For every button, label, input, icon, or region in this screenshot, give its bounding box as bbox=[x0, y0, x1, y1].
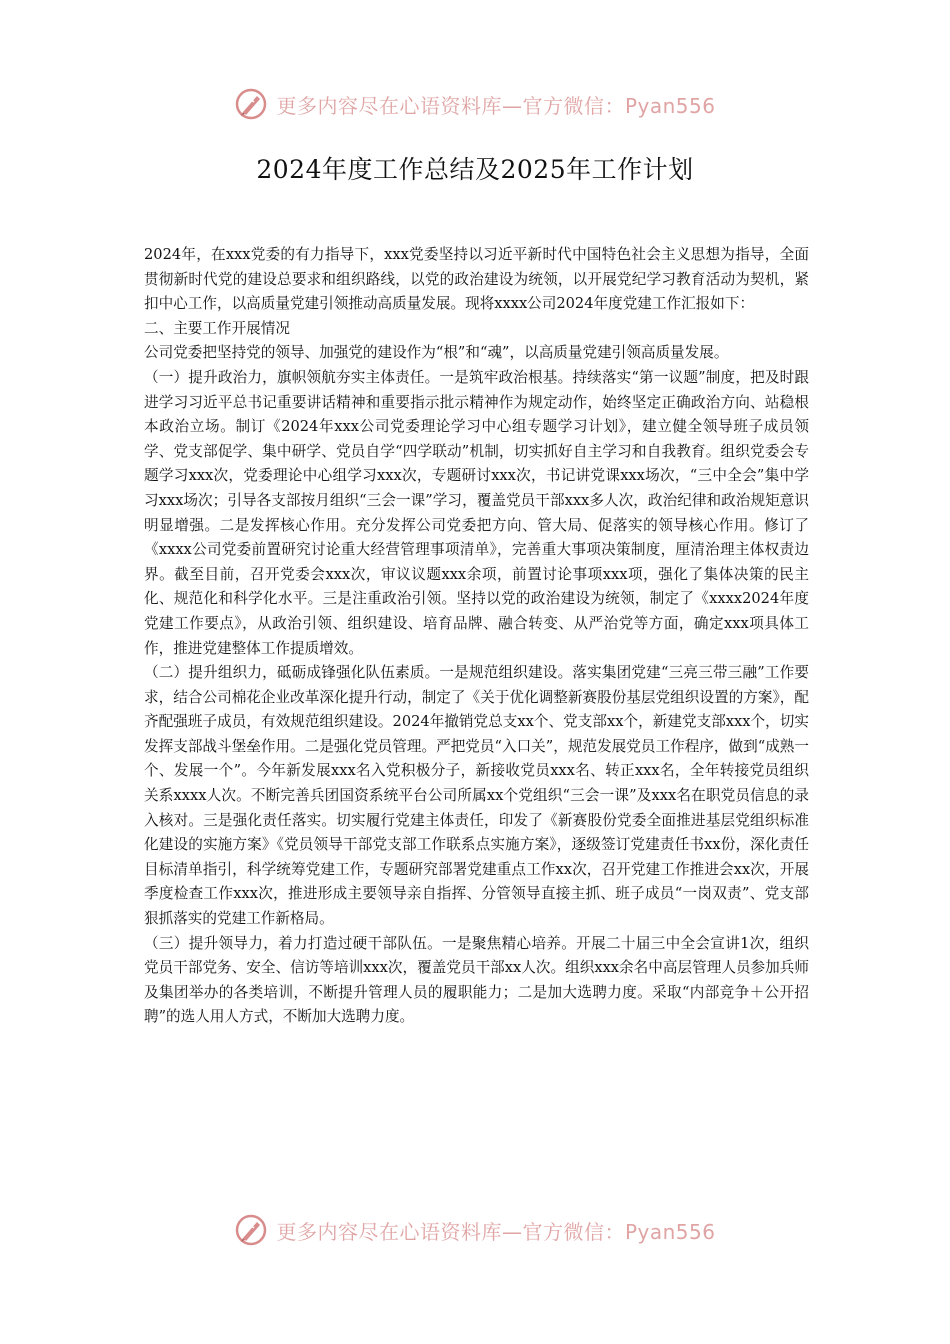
pen-logo-icon bbox=[234, 1213, 268, 1247]
document-title: 2024年度工作总结及2025年工作计划 bbox=[256, 155, 694, 184]
watermark-text: 更多内容尽在心语资料库—官方微信：Pyan556 bbox=[276, 93, 716, 118]
document-body bbox=[144, 243, 809, 1030]
paragraph-political: （一）提升政治力，旗帜领航夯实主体责任。一是筑牢政治根基。持续落实“第一议题”制度，把及时跟进学习习近平总书记重要讲话精神和重要指示批示精神作为规定动作，始终坚定正确政治方向、站稳根本政治立场。制订《2024年xxx公司党委理论学习中心组专题学习计划》，建立健全领导班子成员领学、党支部促学、集中研学、党员自学“四学联动”机制，切实抓好自主学习和自我教育。组织党委会专题学习xxx次，党委理论中心组学习xxx次，专题研讨xxx次，书记讲党课xxx场次，“三中全会”集中学习xxx场次；引导各支部按月组织“三会一课”学习，覆盖党员干部xxx多人次，政治纪律和政治规矩意识明显增强。二是发挥核心作用。充分发挥公司党委把方向、管大局、促落实的领导核心作用。修订了《xxxx公司党委前置研究讨论重大经营管理事项清单》，完善重大事项决策制度，厘清治理主体权责边界。截至目前，召开党委会xxx次，审议议题xxx余项，前置讨论事项xxx项，强化了集体决策的民主化、规范化和科学化水平。三是注重政治引领。坚持以党的政治建设为统领，制定了《xxxx2024年度党建工作要点》，从政治引领、组织建设、培育品牌、融合转变、从严治党等方面，确定xxx项具体工作，推进党建整体工作提质增效。 bbox=[144, 368, 809, 657]
pen-logo-icon bbox=[234, 87, 268, 121]
section-heading: 二、主要工作开展情况 bbox=[144, 319, 290, 337]
paragraph-organization: （二）提升组织力，砥砺成锋强化队伍素质。一是规范组织建设。落实集团党建“三亮三带三融”工作要求，结合公司棉花企业改革深化提升行动，制定了《关于优化调整新赛股份基层党组织设置的方案》，配齐配强班子成员，有效规范组织建设。2024年撤销党总支xx个、党支部xx个，新建党支部xxx个，切实发挥支部战斗堡垒作用。二是强化党员管理。严把党员“入口关”，规范发展党员工作程序，做到“成熟一个、发展一个”。今年新发展xxx名入党积极分子，新接收党员xxx名、转正xxx名，全年转接党员组织关系xxxx人次。不断完善兵团国资系统平台公司所属xx个党组织“三会一课”及xxx名在职党员信息的录入核对。三是强化责任落实。切实履行党建主体责任，印发了《新赛股份党委全面推进基层党组织标准化建设的实施方案》《党员领导干部党支部工作联系点实施方案》，逐级签订党建责任书xx份，深化责任目标清单指引，科学统筹党建工作，专题研究部署党建重点工作xx次，召开党建工作推进会xx次，开展季度检查工作xxx次，推进形成主要领导亲自指挥、分管领导直接主抓、班子成员“一岗双责”、党支部狠抓落实的党建工作新格局。 bbox=[144, 664, 809, 928]
watermark-text: 更多内容尽在心语资料库—官方微信：Pyan556 bbox=[276, 1219, 716, 1244]
paragraph-overview: 公司党委把坚持党的领导、加强党的建设作为“根”和“魂”，以高质量党建引领高质量发展。 bbox=[144, 344, 729, 362]
paragraph-intro: 2024年，在xxx党委的有力指导下，xxx党委坚持以习近平新时代中国特色社会主义思想为指导，全面贯彻新时代党的建设总要求和组织路线，以党的政治建设为统领，以开展党纪学习教育活动为契机，紧扣中心工作，以高质量党建引领推动高质量发展。现将xxxx公司2024年度党建工作汇报如下： bbox=[144, 246, 809, 313]
watermark-header bbox=[0, 84, 950, 124]
paragraph-leadership: （三）提升领导力，着力打造过硬干部队伍。一是聚焦精心培养。开展二十届三中全会宣讲1次，组织党员干部党务、安全、信访等培训xxx次，覆盖党员干部xx人次。组织xxx余名中高层管理人员参加兵师及集团举办的各类培训，不断提升管理人员的履职能力；二是加大选聘力度。采取“内部竞争＋公开招聘”的选人用人方式，不断加大选聘力度。 bbox=[144, 934, 809, 1026]
watermark-footer bbox=[0, 1210, 950, 1250]
